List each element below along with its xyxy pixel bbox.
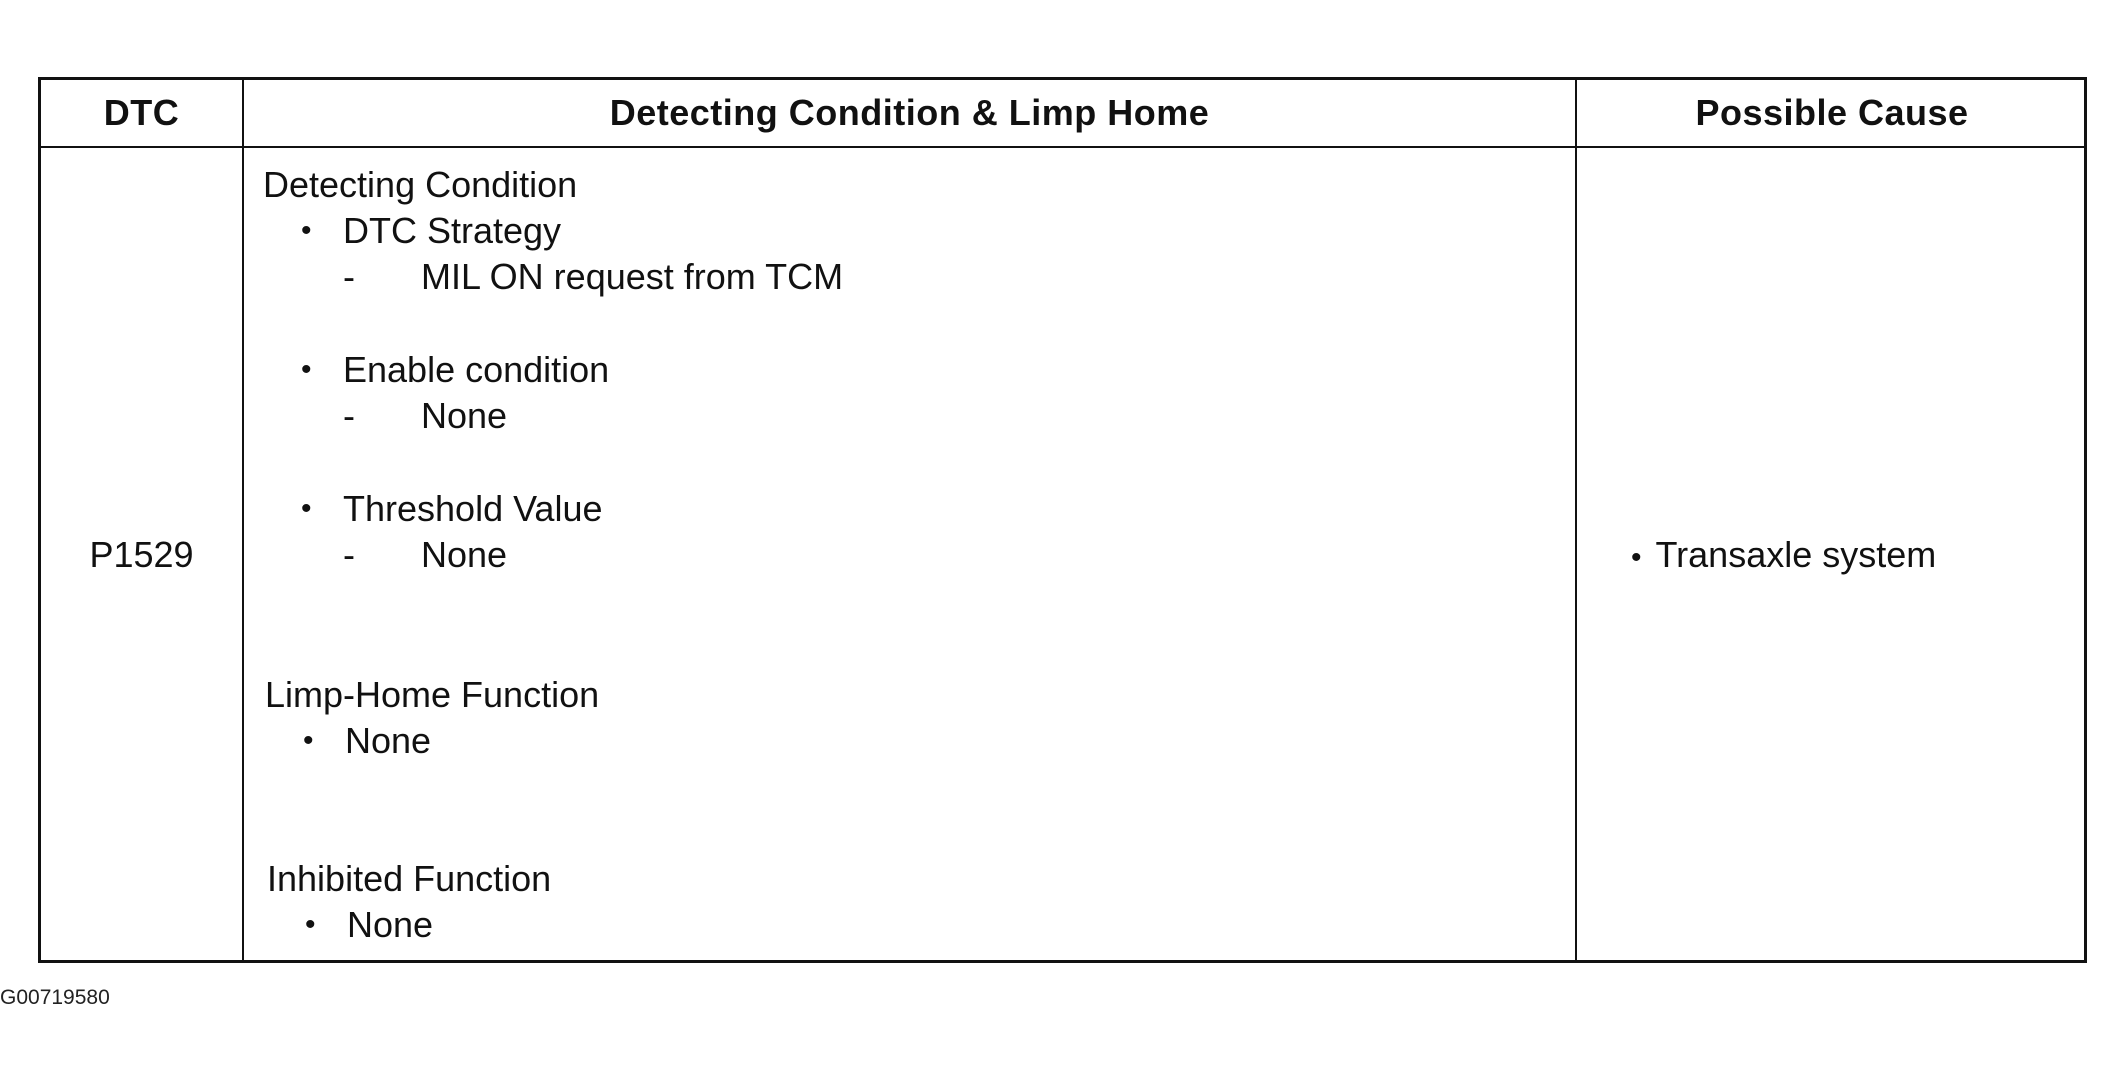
bullet-icon: • [301, 214, 312, 247]
dtc-table [38, 77, 2087, 963]
detecting-condition-title: Detecting Condition [263, 164, 578, 205]
figure-id: G00719580 [0, 986, 110, 1009]
dtc-strategy-label: DTC Strategy [343, 210, 562, 251]
possible-cause-value: Transaxle system [1655, 534, 1937, 575]
header-possible-cause: Possible Cause [1695, 92, 1969, 133]
dash-icon: - [343, 256, 355, 297]
header-detecting-condition: Detecting Condition & Limp Home [609, 92, 1210, 133]
bullet-icon: • [303, 724, 314, 757]
threshold-label: Threshold Value [343, 488, 603, 529]
bullet-icon: • [301, 492, 312, 525]
bullet-icon: • [305, 908, 316, 941]
header-dtc: DTC [103, 92, 180, 133]
dtc-code: P1529 [89, 534, 194, 575]
possible-cause-cell [1631, 532, 1936, 581]
enable-condition-label: Enable condition [343, 349, 610, 390]
limp-home-title: Limp-Home Function [265, 674, 600, 715]
limp-home-value: None [345, 720, 432, 761]
inhibited-title: Inhibited Function [267, 858, 552, 899]
dtc-strategy-value: MIL ON request from TCM [421, 256, 844, 297]
column-divider [242, 80, 244, 960]
bullet-icon: • [301, 353, 312, 386]
dash-icon: - [343, 395, 355, 436]
bullet-icon: • [1631, 541, 1642, 574]
threshold-value: None [421, 534, 508, 575]
enable-condition-value: None [421, 395, 508, 436]
dash-icon: - [343, 534, 355, 575]
inhibited-value: None [347, 904, 434, 945]
column-divider [1575, 80, 1577, 960]
